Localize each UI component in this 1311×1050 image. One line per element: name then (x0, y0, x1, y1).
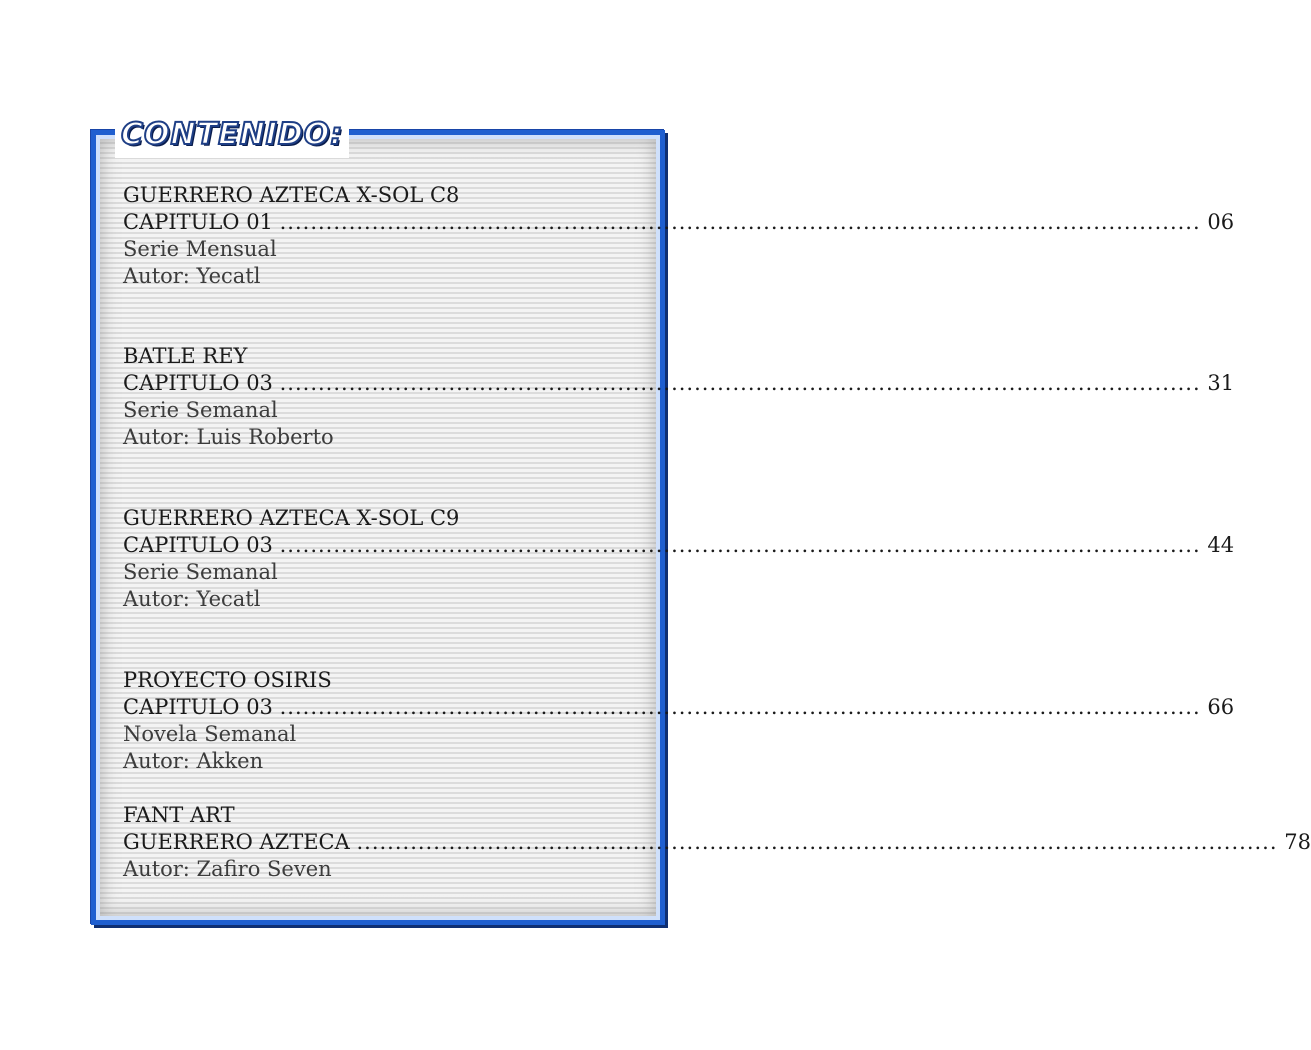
dot-leader (280, 695, 1201, 719)
entry-author: Autor: Yecatl (123, 264, 261, 288)
entry-chapter-line[interactable] (123, 532, 1235, 559)
entry-chapter-line[interactable] (123, 209, 1235, 236)
entry-page-number: 31 (1207, 371, 1235, 395)
entry-title: GUERRERO AZTECA X-SOL C9 (123, 506, 460, 530)
toc-entry (123, 505, 1235, 613)
entry-page-number: 78 (1284, 830, 1311, 854)
entry-chapter-line[interactable] (123, 370, 1235, 397)
dot-leader (280, 533, 1201, 557)
entry-chapter: CAPITULO 03 (123, 371, 273, 395)
contents-heading: CONTENIDO: (115, 112, 349, 158)
entry-page-number: 06 (1207, 210, 1235, 234)
toc-entry (123, 802, 1311, 883)
toc-entry (123, 182, 1235, 290)
entry-series: Serie Semanal (123, 560, 278, 584)
entry-chapter: CAPITULO 03 (123, 533, 273, 557)
entry-author: Autor: Zafiro Seven (123, 857, 332, 881)
entry-chapter-line[interactable] (123, 694, 1235, 721)
entry-chapter: GUERRERO AZTECA (123, 830, 350, 854)
entry-author: Autor: Yecatl (123, 587, 261, 611)
entry-author: Autor: Luis Roberto (123, 425, 334, 449)
entry-title: BATLE REY (123, 344, 248, 368)
entry-title: FANT ART (123, 803, 235, 827)
dot-leader (280, 371, 1201, 395)
entry-series: Serie Semanal (123, 398, 278, 422)
entry-page-number: 44 (1207, 533, 1235, 557)
entry-title: PROYECTO OSIRIS (123, 668, 332, 692)
entry-chapter: CAPITULO 01 (123, 210, 273, 234)
dot-leader (280, 210, 1201, 234)
entry-title: GUERRERO AZTECA X-SOL C8 (123, 183, 460, 207)
toc-entry (123, 343, 1235, 451)
toc-entry (123, 667, 1235, 775)
entry-series: Serie Mensual (123, 237, 277, 261)
entry-series: Novela Semanal (123, 722, 297, 746)
entry-author: Autor: Akken (123, 749, 264, 773)
entry-chapter-line[interactable] (123, 829, 1311, 856)
dot-leader (356, 830, 1277, 854)
entry-chapter: CAPITULO 03 (123, 695, 273, 719)
entry-page-number: 66 (1207, 695, 1235, 719)
